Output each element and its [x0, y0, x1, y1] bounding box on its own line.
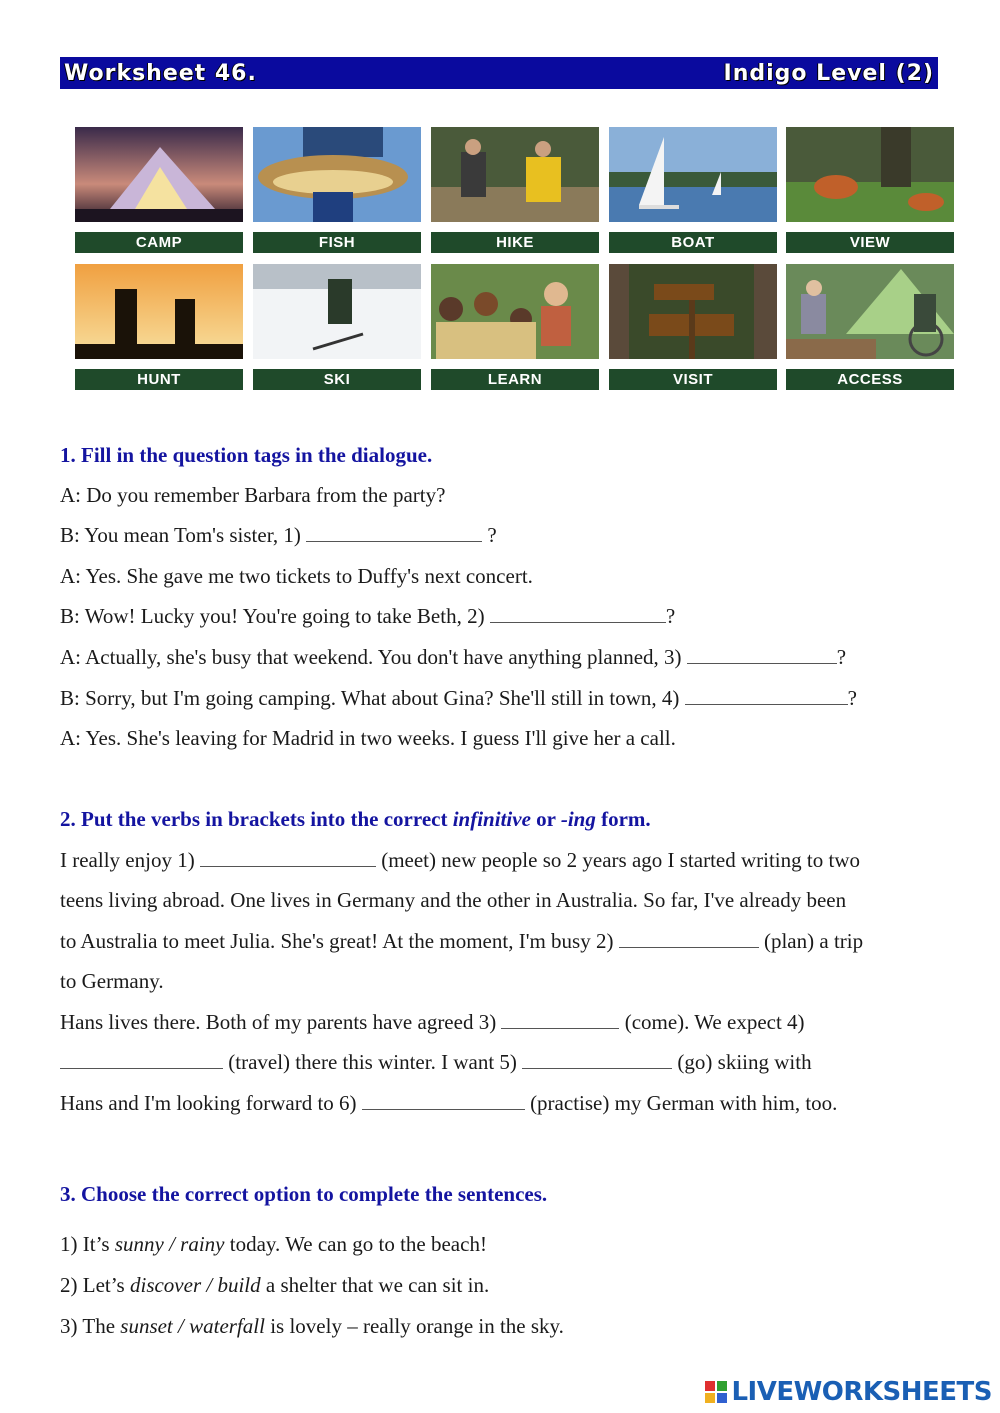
option-choice-3[interactable]: sunset / waterfall: [120, 1314, 265, 1338]
verb-blank-3[interactable]: [501, 1012, 619, 1029]
dialogue-line-6: B: Sorry, but I'm going camping. What about Gina? She'll still in town, 4) ?: [60, 686, 857, 710]
paragraph-line-4: to Germany.: [60, 969, 164, 993]
dialogue-line-4: B: Wow! Lucky you! You're going to take Beth, 2) ?: [60, 604, 676, 628]
paragraph-line-6: (travel) there this winter. I want 5) (go) skiing with: [60, 1050, 812, 1075]
section1-title: 1. Fill in the question tags in the dialogue.: [60, 443, 433, 467]
paragraph-line-7: Hans and I'm looking forward to 6) (practise) my German with him, too.: [60, 1091, 838, 1115]
campsite-wheelchair-photo: [786, 264, 954, 359]
tile-label: VISIT: [609, 369, 777, 390]
foxes-photo: [786, 127, 954, 222]
verb-blank-4[interactable]: [60, 1052, 223, 1069]
tile-access: [786, 264, 954, 390]
paragraph-line-5: Hans lives there. Both of my parents have agreed 3) (come). We expect 4): [60, 1010, 805, 1034]
tile-label: SKI: [253, 369, 421, 390]
skier-photo: [253, 264, 421, 359]
answer-blank-2[interactable]: [490, 606, 666, 623]
tile-label: VIEW: [786, 232, 954, 253]
tent-at-sunset-photo: [75, 127, 243, 222]
option-choice-2[interactable]: discover / build: [129, 1273, 261, 1297]
tile-label: CAMP: [75, 232, 243, 253]
dialogue-line-7: A: Yes. She's leaving for Madrid in two weeks. I guess I'll give her a call.: [60, 726, 676, 750]
tile-ski: [253, 264, 421, 390]
option-sentence-3: 3) The sunset / waterfall is lovely – really orange in the sky.: [60, 1314, 564, 1338]
option-choice-1[interactable]: sunny / rainy: [114, 1232, 225, 1256]
tile-label: HIKE: [431, 232, 599, 253]
dialogue-line-2: B: You mean Tom's sister, 1) ?: [60, 523, 497, 547]
dialogue-line-3: A: Yes. She gave me two tickets to Duffy's next concert.: [60, 564, 533, 588]
paragraph-line-1: I really enjoy 1) (meet) new people so 2 years ago I started writing to two: [60, 848, 860, 872]
tile-hunt: [75, 264, 243, 390]
tile-fish: [253, 127, 421, 253]
liveworksheets-logo: [705, 1377, 992, 1407]
option-sentence-1: 1) It’s sunny / rainy today. We can go to the beach!: [60, 1232, 487, 1256]
tile-boat: [609, 127, 777, 253]
brand-text: LIVEWORKSHEETS: [731, 1377, 992, 1407]
section2-title: 2. Put the verbs in brackets into the correct infinitive or -ing form.: [60, 807, 651, 831]
tile-hike: [431, 127, 599, 253]
trail-sign-photo: [609, 264, 777, 359]
tile-view: [786, 127, 954, 253]
verb-blank-5[interactable]: [522, 1052, 672, 1069]
tile-visit: [609, 264, 777, 390]
tile-label: BOAT: [609, 232, 777, 253]
worksheet-level: Indigo Level (2): [723, 60, 934, 86]
answer-blank-3[interactable]: [687, 647, 837, 664]
verb-blank-6[interactable]: [362, 1093, 525, 1110]
worksheet-header: [60, 57, 938, 89]
answer-blank-1[interactable]: [306, 525, 482, 542]
logo-blocks-icon: [705, 1381, 727, 1403]
paragraph-line-3: to Australia to meet Julia. She's great! At the moment, I'm busy 2) (plan) a trip: [60, 929, 864, 953]
verb-blank-1[interactable]: [200, 850, 376, 867]
sailboat-photo: [609, 127, 777, 222]
dialogue-line-1: A: Do you remember Barbara from the party?: [60, 483, 446, 507]
tile-learn: [431, 264, 599, 390]
hikers-photo: [431, 127, 599, 222]
tile-camp: [75, 127, 243, 253]
verb-blank-2[interactable]: [619, 931, 759, 948]
tile-label: ACCESS: [786, 369, 954, 390]
dialogue-line-5: A: Actually, she's busy that weekend. You don't have anything planned, 3) ?: [60, 645, 847, 669]
tile-label: HUNT: [75, 369, 243, 390]
hunters-silhouette-photo: [75, 264, 243, 359]
tile-label: LEARN: [431, 369, 599, 390]
answer-blank-4[interactable]: [685, 688, 848, 705]
tile-label: FISH: [253, 232, 421, 253]
section3-title: 3. Choose the correct option to complete the sentences.: [60, 1182, 548, 1206]
trout-fish-photo: [253, 127, 421, 222]
worksheet-number: Worksheet 46.: [64, 60, 257, 86]
paragraph-line-2: teens living abroad. One lives in Germany and the other in Australia. So far, I've already been: [60, 888, 847, 912]
option-sentence-2: 2) Let’s discover / build a shelter that we can sit in.: [60, 1273, 490, 1297]
children-learning-photo: [431, 264, 599, 359]
